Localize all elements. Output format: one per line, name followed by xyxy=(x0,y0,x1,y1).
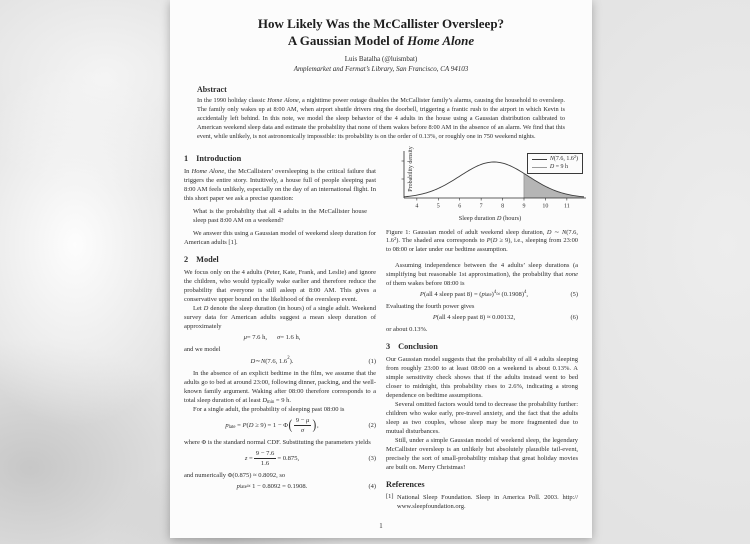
author-block xyxy=(170,55,592,74)
paper-title-line2: A Gaussian Model of Home Alone xyxy=(287,33,475,48)
paragraph: Still, under a simple Gaussian model of weekend sleep, the legendary McCallister oversleep is an unlikely but absolutely plausible tail-event, precisely the sort of small-probability mishap that great holiday movies are built on. Merry Christmas! xyxy=(386,436,578,471)
legend-label: N(7.6, $1.6^2$) xyxy=(549,153,578,162)
fraction-denominator: 1.6 xyxy=(260,459,270,467)
fraction-numerator: 9 − μ xyxy=(295,417,310,425)
legend-line-sample xyxy=(532,159,547,160)
paragraph: In Home Alone, the McCallisters’ oversleeping is the critical failure that triggers the entire story. Intuitively, a house full of people sleeping past 8:00 AM feels unlikely, especially on the day of an international flight. In this short paper we ask a precise question: xyxy=(184,167,376,202)
reference-text xyxy=(397,493,578,511)
fraction xyxy=(294,417,312,434)
x-tick-label: 9 xyxy=(522,203,526,210)
x-tick-label: 10 xyxy=(542,203,549,210)
page-number: 1 xyxy=(379,523,383,530)
parameters-math: μ = 7.6 h, σ = 1.6 h, xyxy=(243,334,301,342)
equation-lhs: plate = P(D ≥ 9) = 1 − Φ xyxy=(225,422,289,431)
section-number: 1 xyxy=(184,153,189,163)
equation-body: P (all 4 sleep past 8) = ( p late ) 4 ≈ (0.1908) 4 , xyxy=(419,289,529,299)
section-title: Conclusion xyxy=(398,341,438,351)
paragraph: Our Gaussian model suggests that the probability of all 4 adults sleeping from roughly 23:00 to at least 08:00 on a weekend is about 0.13%. A simple sensitivity check shows that if the adults instead went to bed closer to midnight, this probability rises to 2.6%, indicating a strong dependence on bedtime assumptions. xyxy=(386,355,578,399)
equation-body: D ∼ N (7.6, 1.6 2 ). xyxy=(250,355,294,366)
figure-plot xyxy=(394,145,586,215)
paragraph: Let D denote the sleep duration (in hours) of a single adult. Weekend survey data for American adults suggest a mean sleep duration of approximately xyxy=(184,304,376,330)
equation-3 xyxy=(184,450,376,467)
figure-caption: Figure 1: Gaussian model of adult weekend sleep duration, D ∼ N(7.6, $1.6^2$). The shaded area corresponds to P(D ≥ 9), i.e., sleeping from 23:00 to 08:00 or later under our bedtime assumption. xyxy=(386,228,578,254)
author-affiliation: Amplemarket and Fermat’s Library, San Francisco, CA 94103 xyxy=(293,64,469,73)
author-name: Luis Batalha (@luismbat) xyxy=(344,55,418,63)
equation-6 xyxy=(386,314,578,321)
equation-5 xyxy=(386,291,578,298)
x-tick-label: 5 xyxy=(436,203,440,210)
reference-url[interactable]: http:// www.sleepfoundation.org. xyxy=(397,493,578,510)
reference-item xyxy=(386,493,578,511)
equation-tag: (6) xyxy=(570,314,578,322)
equation-tag: (4) xyxy=(368,483,376,491)
paragraph: Evaluating the fourth power gives xyxy=(386,302,475,310)
equation-body xyxy=(184,450,360,467)
equation-4 xyxy=(184,483,376,490)
legend-entry xyxy=(532,164,578,171)
paragraph: or about 0.13%. xyxy=(386,325,428,333)
display-parameters xyxy=(184,334,376,341)
legend-label: D = 9 h xyxy=(549,164,569,171)
x-tick-label: 6 xyxy=(458,203,462,210)
shaded-tail-area xyxy=(524,173,584,198)
abstract-section xyxy=(197,85,565,142)
y-axis-label: Probability density xyxy=(408,145,414,192)
references-heading: References xyxy=(386,479,425,489)
equation-tag: (2) xyxy=(368,422,376,430)
x-axis-label: Sleep duration D (hours) xyxy=(458,214,522,222)
equation-body: p late ≈ 1 − 0.8092 = 0.1908. xyxy=(236,483,308,491)
legend-line-sample xyxy=(532,167,547,168)
paragraph: We focus only on the 4 adults (Peter, Kate, Frank, and Leslie) and ignore the children, who would typically wake earlier and therefore reduce the probability that everyone is still asleep at 8:00 AM. This gives a conservative upper bound on the likelihood of the oversleep event. xyxy=(184,268,376,303)
paragraph: We answer this using a Gaussian model of weekend sleep duration for American adults [1]. xyxy=(184,229,376,246)
abstract-heading: Abstract xyxy=(197,85,227,94)
equation-1 xyxy=(184,357,376,365)
x-tick-label: 4 xyxy=(415,203,419,210)
equation-tag: (3) xyxy=(368,455,376,463)
paragraph: For a single adult, the probability of sleeping past 08:00 is xyxy=(193,405,345,413)
section-heading-introduction xyxy=(184,154,376,163)
fraction-denominator: σ xyxy=(300,426,305,434)
chart-legend xyxy=(527,153,583,175)
block-quote: What is the probability that all 4 adults in the McCallister house sleep past 8:00 AM on a weekend? xyxy=(193,207,367,224)
paragraph: In the absence of an explicit bedtime in the film, we assume that the adults go to bed at around 23:00, following dinner, packing, and the well-known family argument. Waking after 08:00 therefore corresponds to a total sleep duration of at least Dmin = 9 h. xyxy=(184,369,376,405)
paper-title xyxy=(170,15,592,49)
equation-2 xyxy=(184,417,376,434)
x-tick-label: 7 xyxy=(479,203,483,210)
section-heading-model xyxy=(184,255,376,264)
right-column xyxy=(386,146,578,511)
section-title: Introduction xyxy=(196,153,242,163)
fraction xyxy=(254,450,277,467)
paragraph: where Φ is the standard normal CDF. Substituting the parameters yields xyxy=(184,438,371,446)
paragraph: Several omitted factors would tend to decrease the probability further: children who wake early, pre-travel anxiety, and the fact that the adults sleep as two couples, whose sleep may be more fragmented due to mutual disturbances. xyxy=(386,400,578,435)
section-heading-conclusion xyxy=(386,342,578,351)
section-number: 3 xyxy=(386,341,391,351)
paragraph: and numerically Φ(0.875) ≈ 0.8092, so xyxy=(184,471,286,479)
equation-tail: , xyxy=(317,422,319,430)
x-tick-label: 8 xyxy=(501,203,505,210)
figure-1 xyxy=(386,145,578,255)
abstract-text: In the 1990 holiday classic Home Alone, a nighttime power outage disables the McCallister family’s alarms, causing the household to oversleep. The family only wakes up at 8:00 AM, when airport shuttle drivers ring the doorbell, triggering a frantic rush to the airport in which Kevin is accidentally left behind. In this note, we model the sleep behavior of the 4 adults in the house using a Gaussian distribution calibrated to American weekend sleep data and estimate the probability that none of them wakes before 8:00 AM in the absence of an alarm. We find that this event, while unlikely, is not astronomically impossible: its probability is on the order of 0.13%, or roughly one in 750 weekend nights. xyxy=(197,97,566,140)
equation-tag: (5) xyxy=(570,291,578,299)
paragraph: and we model xyxy=(184,345,221,353)
reference-label: [1] xyxy=(386,492,394,500)
section-title: Model xyxy=(196,254,219,264)
fraction-numerator: 9 − 7.6 xyxy=(255,450,275,458)
section-number: 2 xyxy=(184,254,189,264)
equation-body: plate = P(D ≥ 9) = 1 − Φ ( $\frac{9 - \mu}{\sigma}$ ) , xyxy=(225,417,319,434)
left-column xyxy=(184,146,376,511)
equation-body: P (all 4 sleep past 8) ≈ 0.00132, xyxy=(432,314,516,322)
paragraph: Assuming independence between the 4 adults’ sleep durations (a simplifying but reasonable 1st approximation), the probability that none of them wakes before 08:00 is xyxy=(386,261,578,287)
reference-citation: National Sleep Foundation. Sleep in America Poll. 2003. xyxy=(397,493,559,501)
x-ticks xyxy=(415,198,569,210)
equation-lhs: z = xyxy=(244,455,253,463)
equation-tail: = 0.875, xyxy=(277,455,300,463)
equation-tag: (1) xyxy=(368,357,376,365)
legend-entry xyxy=(532,153,578,163)
paper-title-line1: How Likely Was the McCallister Oversleep? xyxy=(257,16,505,31)
paper-page xyxy=(170,0,592,538)
x-tick-label: 11 xyxy=(563,203,570,210)
